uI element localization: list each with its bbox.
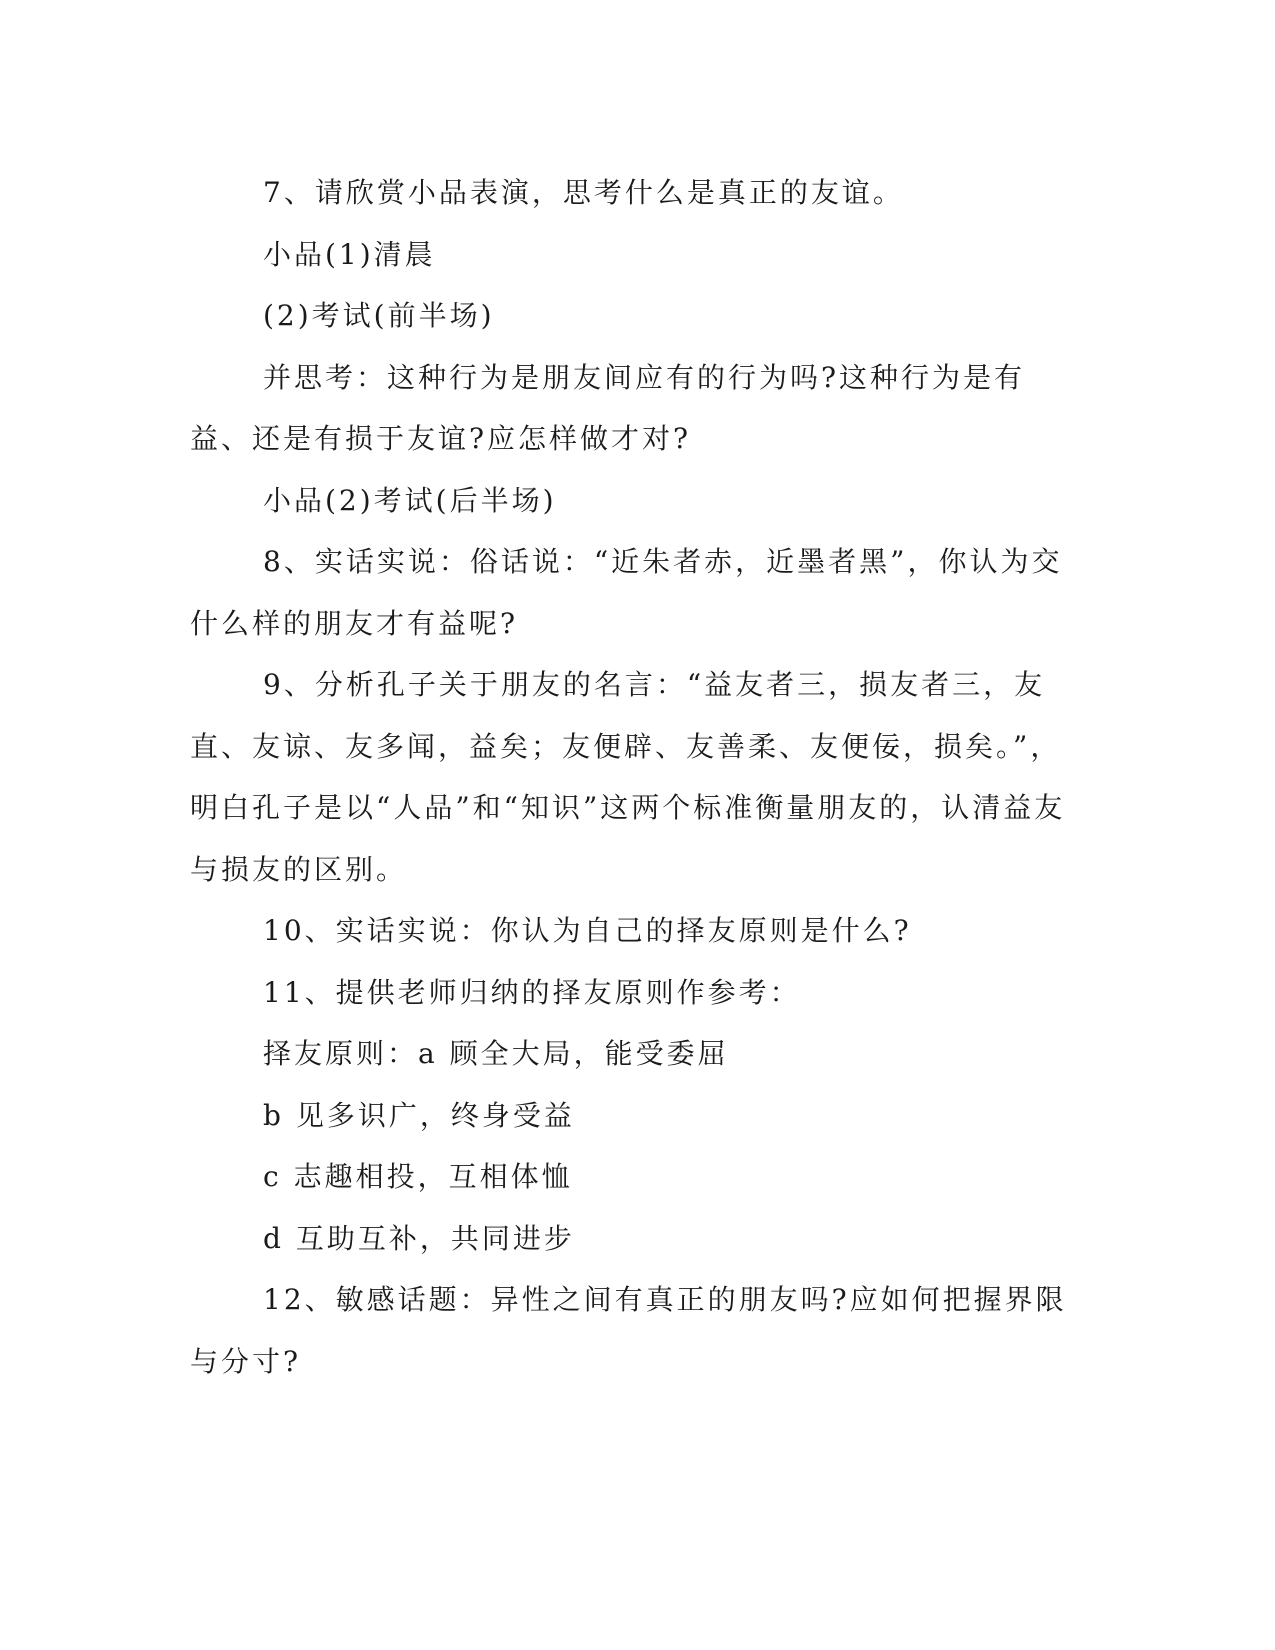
paragraph-sketch-2-second-half: 小品(2)考试(后半场) <box>263 483 557 517</box>
paragraph-sketch-1: 小品(1)清晨 <box>263 237 436 271</box>
paragraph-10-principle-question: 10、实话实说：你认为自己的择友原则是什么? <box>263 914 912 947</box>
paragraph-reflection-question: 并思考：这种行为是朋友间应有的行为吗?这种行为是有益、还是有损于友谊?应怎样做才对? <box>190 360 1026 455</box>
principle-item-a: 择友原则：a 顾全大局，能受委屈 <box>263 1037 729 1070</box>
paragraph-11-teacher-principles: 11、提供老师归纳的择友原则作参考： <box>263 975 801 1009</box>
principle-item-b: b 见多识广，终身受益 <box>263 1098 575 1132</box>
paragraph-8-proverb: 8、实话实说：俗话说：“近朱者赤，近墨者黑”，你认为交什么样的朋友才有益呢? <box>190 545 1063 640</box>
paragraph-sketch-2-first-half: (2)考试(前半场) <box>263 299 495 332</box>
document-body <box>190 162 1075 1392</box>
principle-item-d: d 互助互补，共同进步 <box>263 1221 575 1255</box>
paragraph-9-confucius-quote: 9、分析孔子关于朋友的名言：“益友者三，损友者三，友直、友谅、友多闻，益矣；友便辟、友善柔、友便佞，损矣。”，明白孔子是以“人品”和“知识”这两个标准衡量朋友的，认清益友与损友的区别。 <box>190 668 1066 886</box>
paragraph-12-sensitive-topic: 12、敏感话题：异性之间有真正的朋友吗?应如何把握界限与分寸? <box>190 1283 1067 1378</box>
paragraph-7-sketch-prompt: 7、请欣赏小品表演，思考什么是真正的友谊。 <box>263 176 904 209</box>
principle-item-c: c 志趣相投，互相体恤 <box>263 1160 573 1193</box>
